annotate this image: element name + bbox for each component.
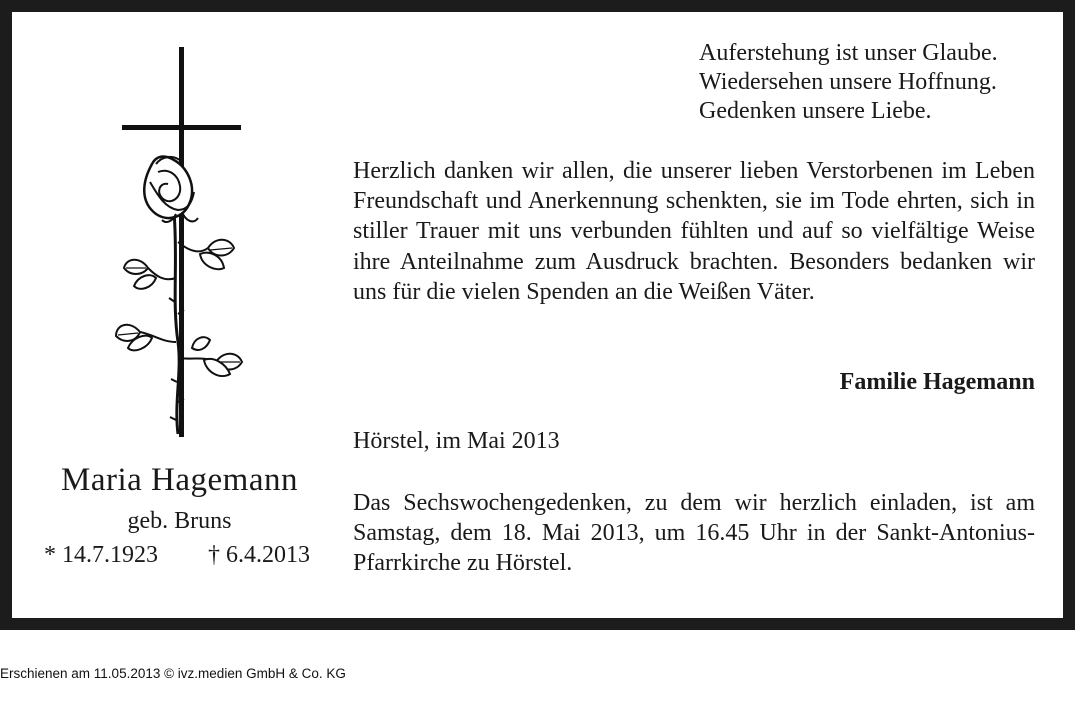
family-signature: Familie Hagemann [839, 369, 1035, 395]
memorial-paragraph: Das Sechswochengedenken, zu dem wir herzlich einladen, ist am Samstag, dem 18. Mai 2013, um 16.45 Uhr in der Sankt-Antonius-Pfarrkirche zu Hörstel. [353, 490, 1035, 577]
death-date: † 6.4.2013 [208, 542, 310, 568]
motto-line: Gedenken unsere Liebe. [699, 98, 932, 124]
deceased-name: Maria Hagemann [61, 462, 298, 498]
motto-line: Auferstehung ist unser Glaube. [699, 40, 998, 66]
motto-line: Wiedersehen unsere Hoffnung. [699, 69, 997, 95]
cross-with-rose-icon [112, 42, 262, 452]
thanks-paragraph: Herzlich danken wir allen, die unserer lieben Verstorbenen im Leben Freundschaft und Anerkennung schenkten, sie im Tode ehrten, sich in stiller Trauer mit uns verbunden fühlten und auf so vielfältige Weise ihre Anteilnahme zum Ausdruck brachten. Besonders bedanken wir uns für die vielen Spenden an die Weißen Väter. [353, 158, 1035, 305]
birth-date: * 14.7.1923 [44, 542, 158, 568]
maiden-name: geb. Bruns [127, 508, 232, 534]
obituary-card [12, 12, 1063, 618]
publication-footer: Erschienen am 11.05.2013 © ivz.medien GmbH & Co. KG [0, 666, 346, 681]
motto [699, 39, 1059, 126]
place-date: Hörstel, im Mai 2013 [353, 428, 560, 454]
